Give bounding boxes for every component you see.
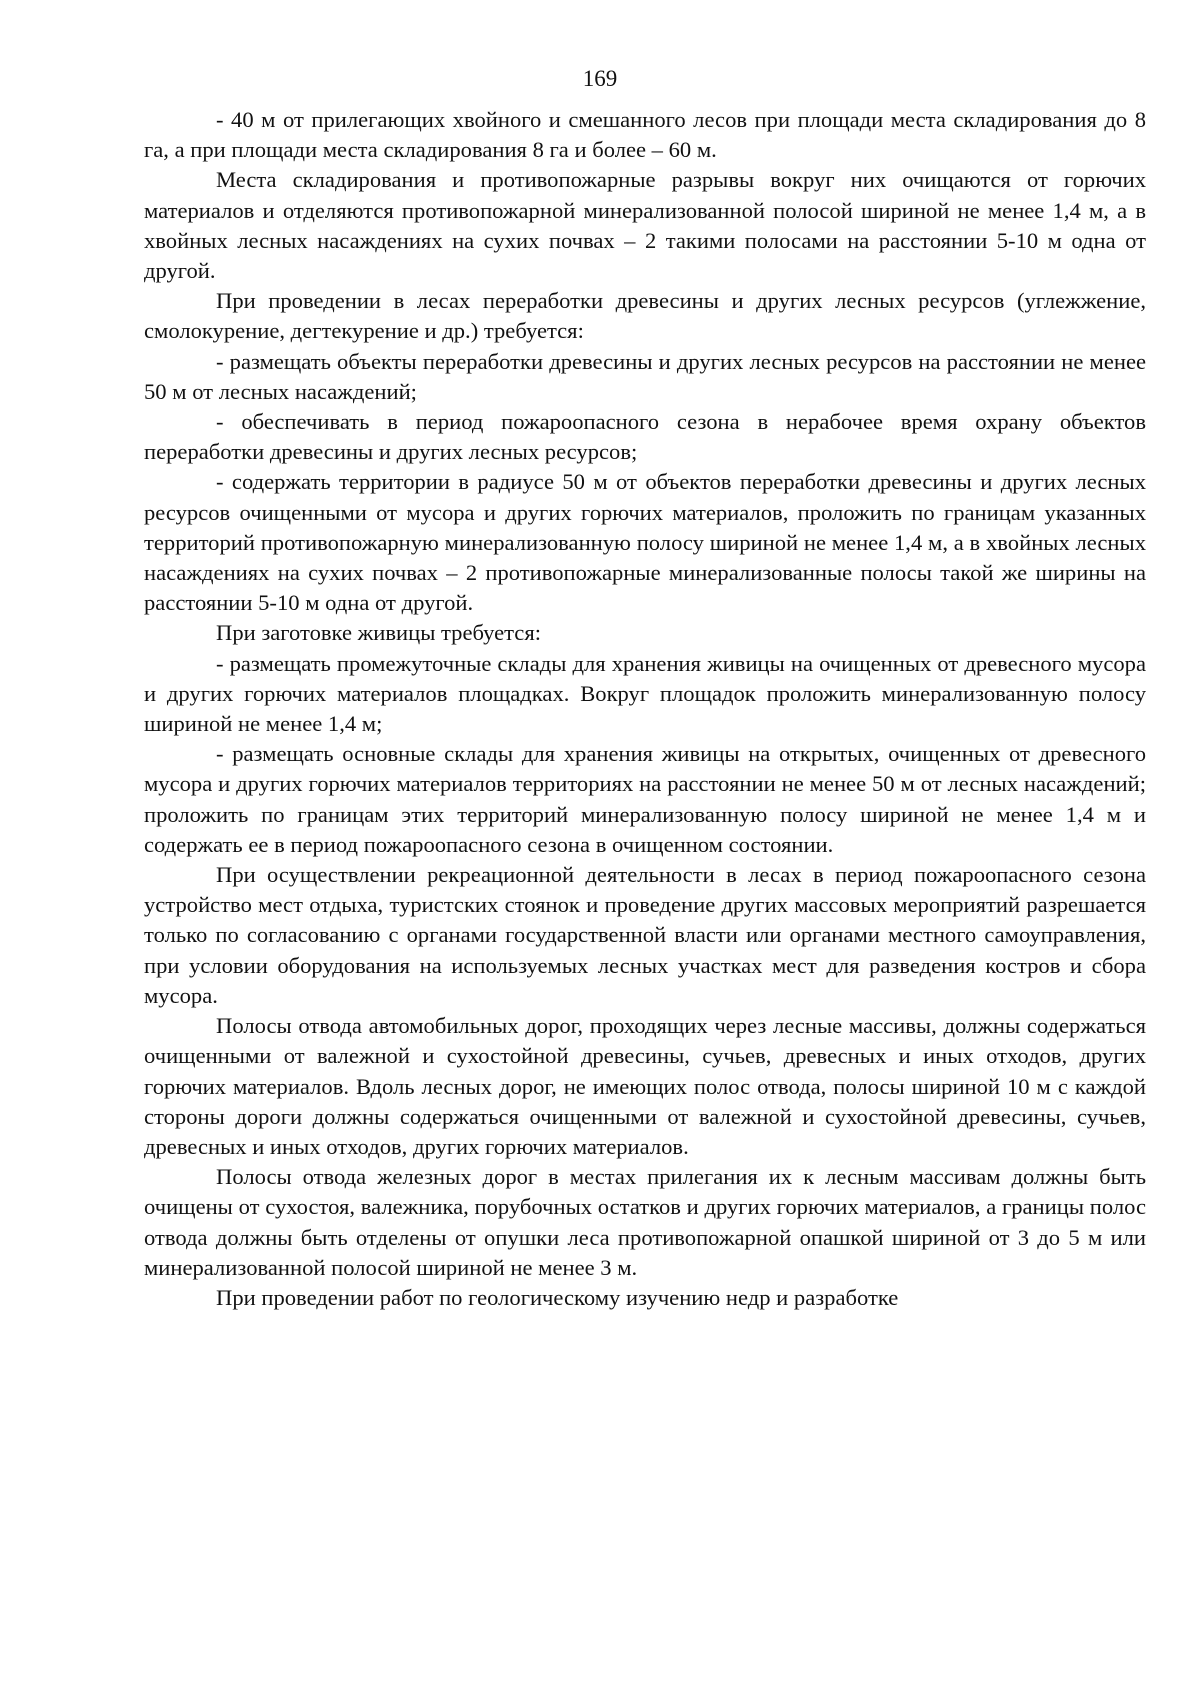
paragraph: - 40 м от прилегающих хвойного и смешанного лесов при площади места складирования до 8 га, а при площади места складирования 8 га и более – 60 м. [144, 107, 1146, 163]
paragraph: При заготовке живицы требуется: [216, 620, 542, 646]
paragraph: Места складирования и противопожарные разрывы вокруг них очищаются от горючих материалов и отделяются противопожарной минерализованной полосой шириной не менее 1,4 м, а в хвойных лесных насаждениях на сухих почвах – 2 такими полосами на расстоянии 5-10 м одна от другой. [144, 167, 1146, 284]
page-number: 169 [582, 66, 618, 91]
paragraph: При проведении в лесах переработки древесины и других лесных ресурсов (углежжение, смолокурение, дегтекурение и др.) требуется: [144, 288, 1146, 344]
paragraph: При проведении работ по геологическому изучению недр и разработке [216, 1284, 899, 1310]
paragraph: - содержать территории в радиусе 50 м от объектов переработки древесины и других лесных ресурсов очищенными от мусора и других горючих материалов, проложить по границам указанных территорий противопожарную минерализованную полосу шириной не менее 1,4 м, а в хвойных лесных насаждениях на сухих почвах – 2 противопожарные минерализованные полосы такой же ширины на расстоянии 5-10 м одна от другой. [144, 469, 1146, 616]
paragraph: - размещать объекты переработки древесины и других лесных ресурсов на расстоянии не менее 50 м от лесных насаждений; [144, 348, 1146, 404]
paragraph: - обеспечивать в период пожароопасного сезона в нерабочее время охрану объектов переработки древесины и других лесных ресурсов; [144, 409, 1146, 465]
paragraph: Полосы отвода автомобильных дорог, проходящих через лесные массивы, должны содержаться очищенными от валежной и сухостойной древесины, сучьев, древесных и иных отходов, других горючих материалов. Вдоль лесных дорог, не имеющих полос отвода, полосы шириной 10 м с каждой стороны дороги должны содержаться очищенными от валежной и сухостойной древесины, сучьев, древесных и иных отходов, других горючих материалов. [144, 1013, 1146, 1159]
paragraph: - размещать промежуточные склады для хранения живицы на очищенных от древесного мусора и других горючих материалов площадках. Вокруг площадок проложить минерализованную полосу шириной не менее 1,4 м; [144, 650, 1146, 737]
paragraph: - размещать основные склады для хранения живицы на открытых, очищенных от древесного мусора и других горючих материалов территориях на расстоянии не менее 50 м от лесных насаждений; проложить по границам этих территорий минерализованную полосу шириной не менее 1,4 м и содержать ее в период пожароопасного сезона в очищенном состоянии. [144, 741, 1146, 857]
paragraph: Полосы отвода железных дорог в местах прилегания их к лесным массивам должны быть очищены от сухостоя, валежника, порубочных остатков и других горючих материалов, а границы полос отвода должны быть отделены от опушки леса противопожарной опашкой шириной от 3 до 5 м или минерализованной полосой шириной не менее 3 м. [144, 1164, 1146, 1280]
document-body [144, 105, 1146, 1313]
paragraph: При осуществлении рекреационной деятельности в лесах в период пожароопасного сезона устройство мест отдыха, туристских стоянок и проведение других массовых мероприятий разрешается только по согласованию с органами государственной власти или органами местного самоуправления, при условии оборудования на используемых лесных участках мест для разведения костров и сбора мусора. [144, 862, 1146, 1008]
